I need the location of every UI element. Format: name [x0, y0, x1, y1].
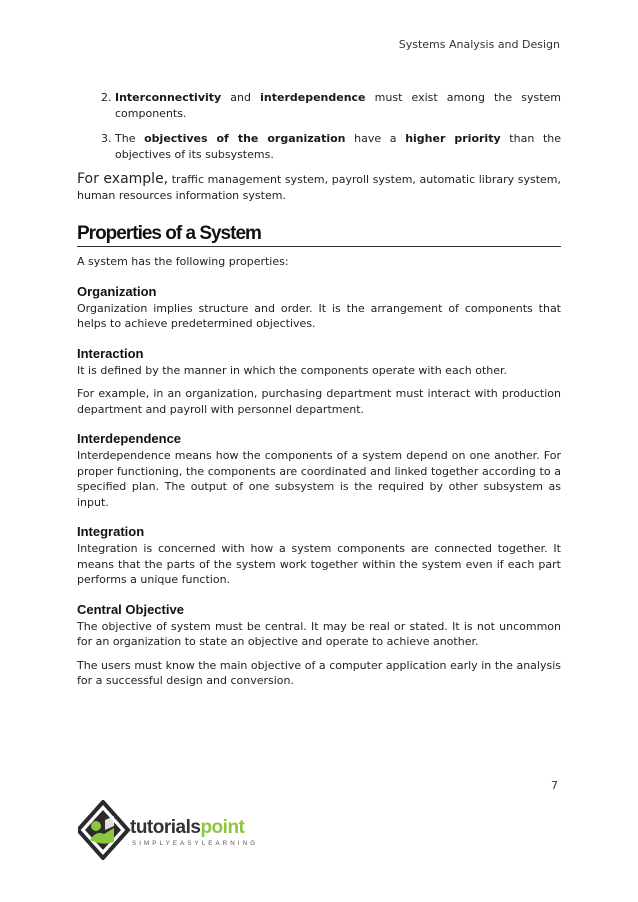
- running-header: Systems Analysis and Design: [398, 38, 560, 51]
- logo-person-head: [91, 821, 101, 831]
- list-text: than the objectives of its subsystems.: [115, 132, 561, 161]
- paragraph-interaction: It is defined by the manner in which the components operate with each other.: [77, 363, 507, 377]
- example-paragraph: [77, 172, 561, 203]
- paragraph-interaction-example: For example, in an organization, purchasing department must interact with production department and payroll with personnel department.: [77, 387, 561, 416]
- paragraph-interdependence: Interdependence means how the components of a system depend on one another. For proper functioning, the components are coordinated and linked together according to a specified plan. The output of one subsystem is the required by other subsystem as input.: [77, 449, 561, 509]
- logo-tagline: SIMPLYEASYLEARNING: [132, 840, 259, 847]
- logo-emblem-icon: [78, 802, 128, 858]
- heading-organization: Organization: [77, 283, 157, 299]
- bold-term: interdependence: [260, 91, 366, 104]
- tutorialspoint-logo: [78, 800, 268, 860]
- page-number: 7: [551, 779, 558, 792]
- list-text: must exist among the system components.: [115, 91, 561, 120]
- page-content: [77, 90, 561, 689]
- paragraph-central-objective-users: The users must know the main objective of a computer application early in the analysis for a successful design and conversion.: [77, 658, 561, 687]
- logo-word-right: point: [200, 817, 245, 838]
- heading-interdependence: Interdependence: [77, 431, 182, 446]
- heading-integration: Integration: [77, 524, 145, 539]
- paragraph-central-objective: The objective of system must be central. It may be real or stated. It is not uncommon for an organization to state an objective and operate to achieve another.: [77, 619, 561, 648]
- list-text: The: [115, 132, 145, 145]
- heading-central-objective: Central Objective: [77, 601, 184, 617]
- list-item: [115, 90, 561, 121]
- heading-interaction: Interaction: [77, 345, 144, 361]
- list-item: [115, 131, 561, 162]
- logo-wordmark: [130, 817, 246, 838]
- paragraph-organization: Organization implies structure and order. It is the arrangement of components that helps to achieve predetermined objectives.: [77, 301, 561, 330]
- section-intro: A system has the following properties:: [77, 255, 289, 268]
- list-text: and: [221, 91, 261, 104]
- example-lead: For example,: [77, 171, 169, 187]
- numbered-list: [77, 90, 561, 162]
- bold-term: objectives of the organization: [144, 132, 346, 145]
- logo-word-left: tutorials: [130, 817, 201, 838]
- bold-term: higher priority: [405, 132, 501, 145]
- paragraph-integration: Integration is concerned with how a system components are connected together. It means that the parts of the system work together within the system even if each part performs a unique function.: [77, 542, 561, 586]
- bold-term: Interconnectivity: [115, 91, 222, 104]
- list-text: have a: [345, 132, 406, 145]
- example-text: traffic management system, payroll system, automatic library system, human resources information system.: [77, 173, 561, 202]
- section-title: Properties of a System: [77, 223, 561, 247]
